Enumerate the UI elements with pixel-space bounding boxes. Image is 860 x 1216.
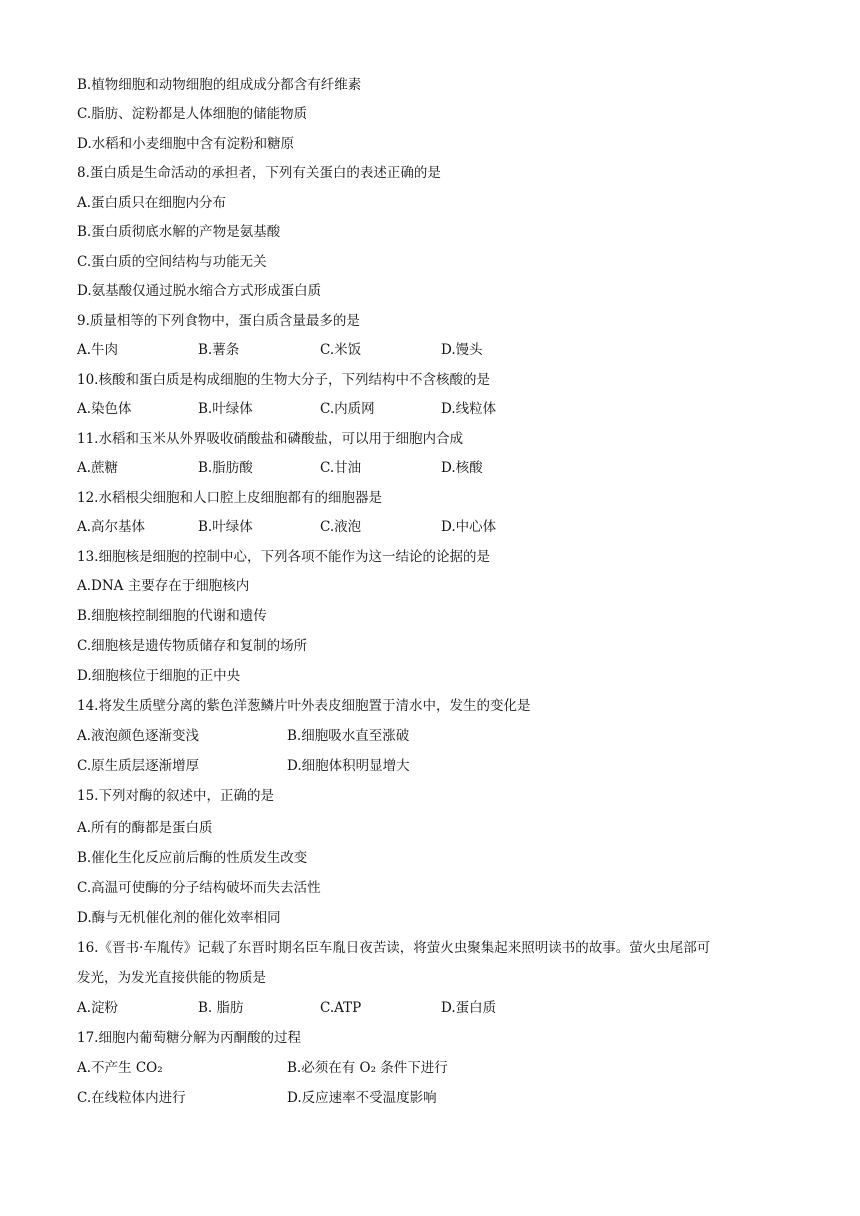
- text-line: B.植物细胞和动物细胞的组成成分都含有纤维素: [77, 77, 362, 93]
- option-item: A.不产生 CO₂: [77, 1060, 163, 1076]
- text-line: C.细胞核是遗传物质储存和复制的场所: [77, 638, 308, 654]
- text-line: 12.水稻根尖细胞和人口腔上皮细胞都有的细胞器是: [77, 490, 382, 506]
- option-item: D.蛋白质: [441, 1000, 497, 1016]
- text-line: 9.质量相等的下列食物中，蛋白质含量最多的是: [77, 313, 360, 329]
- option-item: B.脂肪酸: [198, 460, 253, 476]
- option-item: B.细胞吸水直至涨破: [287, 728, 410, 744]
- option-item: C.内质网: [320, 401, 375, 417]
- text-line: 11.水稻和玉米从外界吸收硝酸盐和磷酸盐，可以用于细胞内合成: [77, 431, 463, 447]
- text-line: B.催化生化反应前后酶的性质发生改变: [77, 850, 308, 866]
- option-item: D.反应速率不受温度影响: [287, 1090, 437, 1106]
- option-item: A.高尔基体: [77, 519, 146, 535]
- text-line: 10.核酸和蛋白质是构成细胞的生物大分子，下列结构中不含核酸的是: [77, 372, 490, 388]
- text-line: 14.将发生质壁分离的紫色洋葱鳞片叶外表皮细胞置于清水中，发生的变化是: [77, 698, 531, 714]
- option-item: C.在线粒体内进行: [77, 1090, 186, 1106]
- option-item: C.米饭: [320, 342, 362, 358]
- option-item: A.蔗糖: [77, 460, 119, 476]
- text-line: 17.细胞内葡萄糖分解为丙酮酸的过程: [77, 1030, 301, 1046]
- text-line: 13.细胞核是细胞的控制中心，下列各项不能作为这一结论的论据的是: [77, 549, 490, 565]
- option-item: B.叶绿体: [198, 401, 253, 417]
- text-line: A.蛋白质只在细胞内分布: [77, 195, 227, 211]
- text-line: D.酶与无机催化剂的催化效率相同: [77, 910, 281, 926]
- text-line: D.氨基酸仅通过脱水缩合方式形成蛋白质: [77, 283, 322, 299]
- text-line: 发光，为发光直接供能的物质是: [77, 970, 266, 986]
- option-item: C.液泡: [320, 519, 362, 535]
- option-item: C.原生质层逐渐增厚: [77, 758, 200, 774]
- text-line: 15.下列对酶的叙述中，正确的是: [77, 788, 274, 804]
- option-item: D.馒头: [441, 342, 483, 358]
- option-item: B.必须在有 O₂ 条件下进行: [287, 1060, 448, 1076]
- option-item: C.甘油: [320, 460, 362, 476]
- option-item: D.中心体: [441, 519, 497, 535]
- text-line: D.水稻和小麦细胞中含有淀粉和糖原: [77, 136, 295, 152]
- text-line: D.细胞核位于细胞的正中央: [77, 668, 241, 684]
- option-item: A.淀粉: [77, 1000, 119, 1016]
- option-item: B. 脂肪: [198, 1000, 244, 1016]
- option-item: B.叶绿体: [198, 519, 253, 535]
- text-line: A.DNA 主要存在于细胞核内: [77, 578, 250, 594]
- text-line: 16.《晋书·车胤传》记载了东晋时期名臣车胤日夜苦读，将萤火虫聚集起来照明读书的故事。萤火虫尾部可: [77, 940, 711, 956]
- option-item: D.线粒体: [441, 401, 497, 417]
- text-line: B.细胞核控制细胞的代谢和遗传: [77, 608, 267, 624]
- text-line: C.高温可使酶的分子结构破坏而失去活性: [77, 880, 321, 896]
- text-line: A.所有的酶都是蛋白质: [77, 820, 213, 836]
- option-item: B.薯条: [198, 342, 240, 358]
- option-item: A.液泡颜色逐渐变浅: [77, 728, 200, 744]
- text-line: C.脂肪、淀粉都是人体细胞的储能物质: [77, 106, 308, 122]
- text-line: C.蛋白质的空间结构与功能无关: [77, 254, 267, 270]
- option-item: A.牛肉: [77, 342, 119, 358]
- option-item: D.核酸: [441, 460, 483, 476]
- text-line: B.蛋白质彻底水解的产物是氨基酸: [77, 224, 281, 240]
- option-item: C.ATP: [320, 1000, 362, 1016]
- option-item: D.细胞体积明显增大: [287, 758, 410, 774]
- text-line: 8.蛋白质是生命活动的承担者，下列有关蛋白的表述正确的是: [77, 165, 441, 181]
- option-item: A.染色体: [77, 401, 132, 417]
